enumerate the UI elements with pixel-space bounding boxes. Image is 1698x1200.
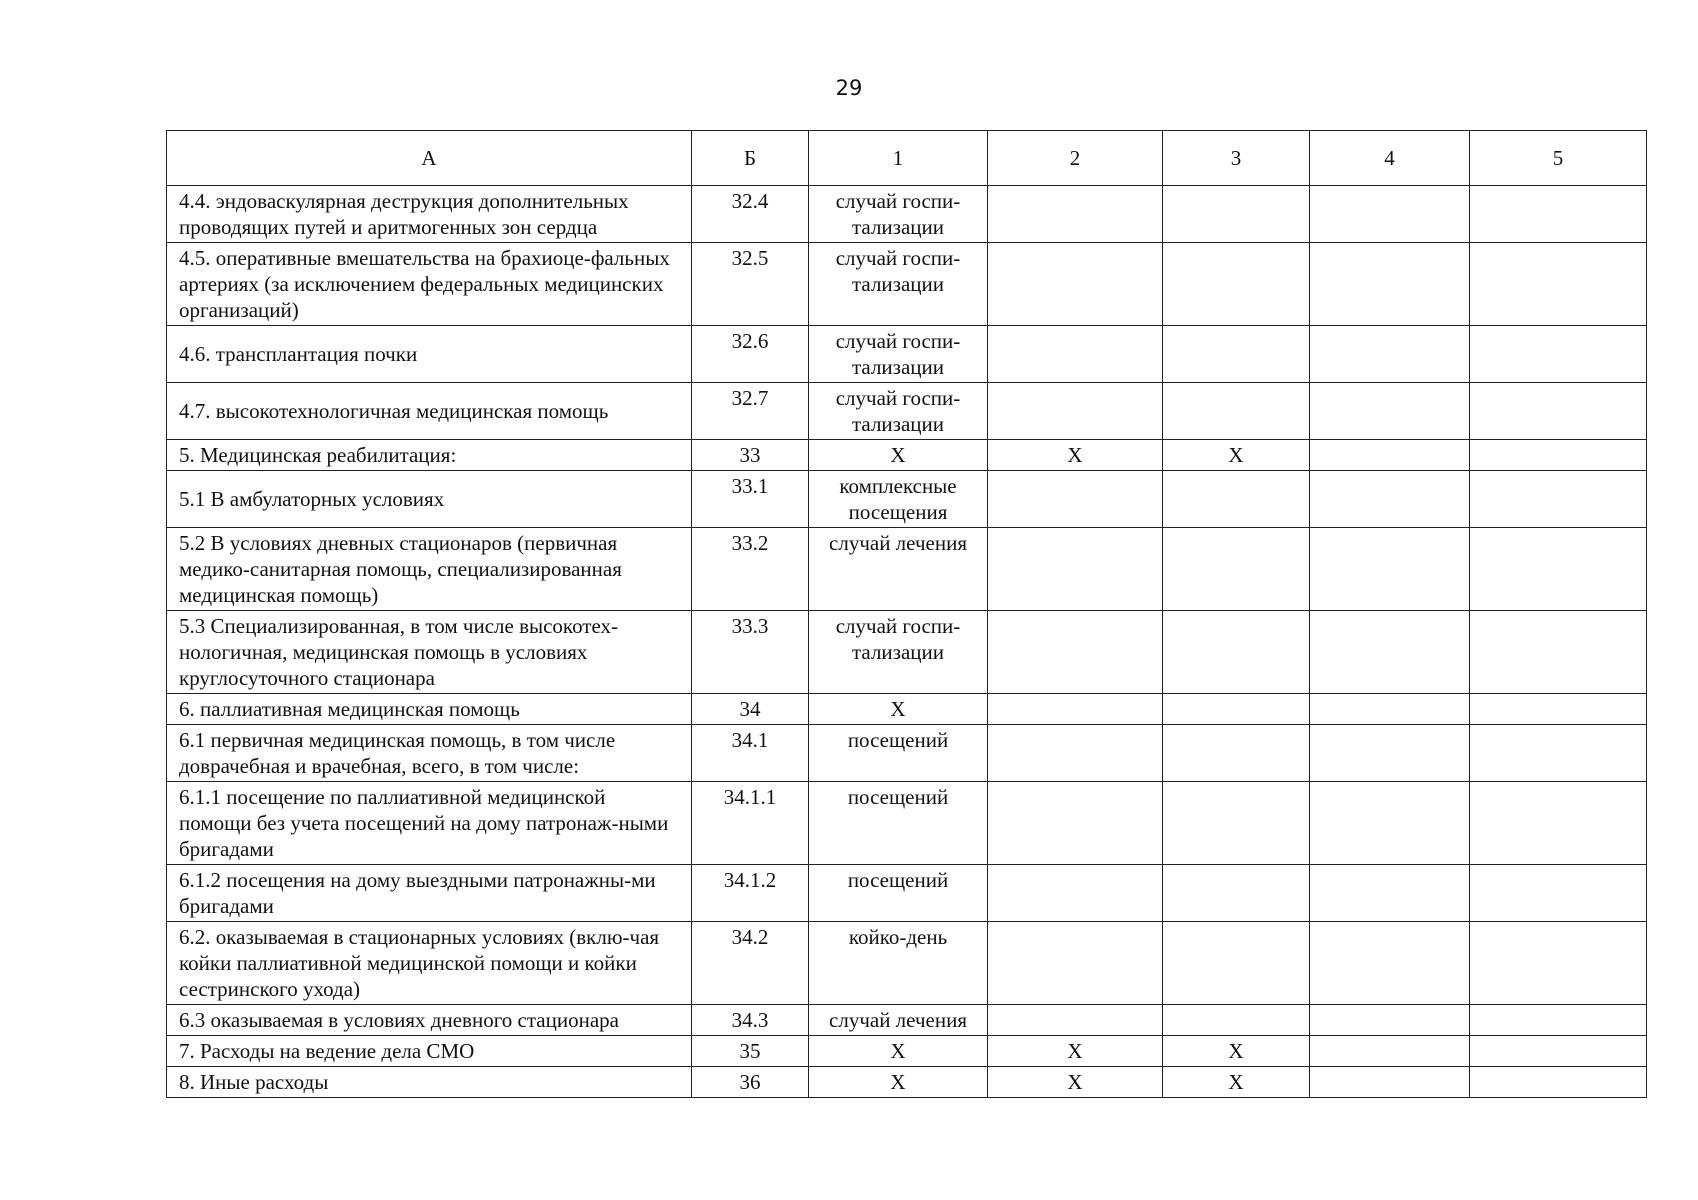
cell-unit: случай госпи-тализации xyxy=(809,326,988,383)
cell-col-2 xyxy=(988,528,1163,611)
header-cell-a: А xyxy=(167,131,692,186)
data-table xyxy=(166,130,1647,1098)
cell-unit: случай госпи-тализации xyxy=(809,383,988,440)
cell-indicator: 6.1 первичная медицинская помощь, в том числе доврачебная и врачебная, всего, в том числе: xyxy=(167,725,692,782)
cell-indicator: 8. Иные расходы xyxy=(167,1067,692,1098)
cell-col-3 xyxy=(1163,1005,1310,1036)
cell-line-code: 33.3 xyxy=(692,611,809,694)
cell-col-4 xyxy=(1310,243,1470,326)
cell-line-code: 34.1 xyxy=(692,725,809,782)
cell-line-code: 34.1.1 xyxy=(692,782,809,865)
cell-unit: случай госпи-тализации xyxy=(809,186,988,243)
cell-col-5 xyxy=(1470,1067,1647,1098)
cell-unit: Х xyxy=(809,694,988,725)
cell-indicator: 5. Медицинская реабилитация: xyxy=(167,440,692,471)
cell-unit: случай госпи-тализации xyxy=(809,243,988,326)
table-row xyxy=(167,922,1647,1005)
cell-indicator: 4.7. высокотехнологичная медицинская помощь xyxy=(167,383,692,440)
cell-col-4 xyxy=(1310,1036,1470,1067)
cell-col-3 xyxy=(1163,694,1310,725)
header-cell-5: 5 xyxy=(1470,131,1647,186)
table-row xyxy=(167,782,1647,865)
cell-col-2 xyxy=(988,922,1163,1005)
cell-col-5 xyxy=(1470,440,1647,471)
cell-col-4 xyxy=(1310,694,1470,725)
cell-indicator: 4.4. эндоваскулярная деструкция дополнительных проводящих путей и аритмогенных зон сердца xyxy=(167,186,692,243)
table-row xyxy=(167,326,1647,383)
cell-col-4 xyxy=(1310,528,1470,611)
cell-col-4 xyxy=(1310,326,1470,383)
header-cell-3: 3 xyxy=(1163,131,1310,186)
cell-indicator: 7. Расходы на ведение дела СМО xyxy=(167,1036,692,1067)
header-cell-2: 2 xyxy=(988,131,1163,186)
cell-unit: Х xyxy=(809,1067,988,1098)
cell-line-code: 33 xyxy=(692,440,809,471)
cell-indicator: 6.1.1 посещение по паллиативной медицинской помощи без учета посещений на дому патронаж-ными бригадами xyxy=(167,782,692,865)
table-row xyxy=(167,1005,1647,1036)
table-row xyxy=(167,186,1647,243)
table-row xyxy=(167,611,1647,694)
cell-col-3: Х xyxy=(1163,440,1310,471)
cell-col-5 xyxy=(1470,1036,1647,1067)
table-row xyxy=(167,865,1647,922)
cell-indicator: 6.2. оказываемая в стационарных условиях (вклю-чая койки паллиативной медицинской помощи и койки сестринского ухода) xyxy=(167,922,692,1005)
table-row xyxy=(167,440,1647,471)
cell-col-4 xyxy=(1310,383,1470,440)
cell-col-3 xyxy=(1163,326,1310,383)
cell-indicator: 4.6. трансплантация почки xyxy=(167,326,692,383)
cell-col-5 xyxy=(1470,243,1647,326)
cell-col-2 xyxy=(988,243,1163,326)
cell-col-3: Х xyxy=(1163,1036,1310,1067)
cell-col-5 xyxy=(1470,725,1647,782)
header-cell-b: Б xyxy=(692,131,809,186)
cell-col-2: Х xyxy=(988,1067,1163,1098)
cell-col-3 xyxy=(1163,471,1310,528)
cell-col-2: Х xyxy=(988,440,1163,471)
cell-indicator: 5.1 В амбулаторных условиях xyxy=(167,471,692,528)
cell-unit: случай лечения xyxy=(809,528,988,611)
cell-indicator: 6. паллиативная медицинская помощь xyxy=(167,694,692,725)
cell-line-code: 33.1 xyxy=(692,471,809,528)
cell-col-5 xyxy=(1470,471,1647,528)
table-row xyxy=(167,383,1647,440)
cell-indicator: 4.5. оперативные вмешательства на брахиоце-фальных артериях (за исключением федеральных медицинских организаций) xyxy=(167,243,692,326)
cell-unit: случай лечения xyxy=(809,1005,988,1036)
cell-col-3 xyxy=(1163,383,1310,440)
cell-col-3 xyxy=(1163,865,1310,922)
cell-col-3 xyxy=(1163,922,1310,1005)
cell-line-code: 34.1.2 xyxy=(692,865,809,922)
cell-line-code: 32.4 xyxy=(692,186,809,243)
cell-col-3: Х xyxy=(1163,1067,1310,1098)
cell-col-5 xyxy=(1470,528,1647,611)
cell-unit: посещений xyxy=(809,725,988,782)
cell-indicator: 5.3 Специализированная, в том числе высокотех-нологичная, медицинская помощь в условиях круглосуточного стационара xyxy=(167,611,692,694)
cell-col-3 xyxy=(1163,725,1310,782)
cell-col-2 xyxy=(988,186,1163,243)
cell-col-5 xyxy=(1470,694,1647,725)
cell-unit: случай госпи-тализации xyxy=(809,611,988,694)
table-row xyxy=(167,471,1647,528)
cell-col-3 xyxy=(1163,528,1310,611)
cell-line-code: 36 xyxy=(692,1067,809,1098)
table-row xyxy=(167,725,1647,782)
cell-unit: посещений xyxy=(809,865,988,922)
table-row xyxy=(167,694,1647,725)
cell-col-4 xyxy=(1310,725,1470,782)
cell-line-code: 33.2 xyxy=(692,528,809,611)
cell-col-3 xyxy=(1163,243,1310,326)
cell-col-4 xyxy=(1310,471,1470,528)
cell-line-code: 34 xyxy=(692,694,809,725)
table-row xyxy=(167,528,1647,611)
cell-unit: посещений xyxy=(809,782,988,865)
cell-col-4 xyxy=(1310,1005,1470,1036)
header-cell-4: 4 xyxy=(1310,131,1470,186)
cell-col-2 xyxy=(988,611,1163,694)
cell-line-code: 32.6 xyxy=(692,326,809,383)
header-cell-1: 1 xyxy=(809,131,988,186)
table-row xyxy=(167,243,1647,326)
cell-col-2 xyxy=(988,471,1163,528)
table-row xyxy=(167,1036,1647,1067)
cell-unit: комплексные посещения xyxy=(809,471,988,528)
cell-col-4 xyxy=(1310,1067,1470,1098)
cell-col-2 xyxy=(988,326,1163,383)
cell-col-5 xyxy=(1470,1005,1647,1036)
cell-col-4 xyxy=(1310,611,1470,694)
cell-unit: койко-день xyxy=(809,922,988,1005)
cell-col-5 xyxy=(1470,186,1647,243)
cell-col-4 xyxy=(1310,865,1470,922)
cell-col-2 xyxy=(988,782,1163,865)
cell-col-3 xyxy=(1163,611,1310,694)
cell-col-4 xyxy=(1310,440,1470,471)
cell-col-5 xyxy=(1470,922,1647,1005)
cell-indicator: 6.1.2 посещения на дому выездными патронажны-ми бригадами xyxy=(167,865,692,922)
cell-col-2 xyxy=(988,725,1163,782)
cell-line-code: 34.2 xyxy=(692,922,809,1005)
cell-col-5 xyxy=(1470,865,1647,922)
cell-col-5 xyxy=(1470,383,1647,440)
cell-col-4 xyxy=(1310,782,1470,865)
cell-col-3 xyxy=(1163,782,1310,865)
cell-indicator: 5.2 В условиях дневных стационаров (первичная медико-санитарная помощь, специализированная медицинская помощь) xyxy=(167,528,692,611)
table-header-row xyxy=(167,131,1647,186)
cell-col-5 xyxy=(1470,326,1647,383)
cell-col-2 xyxy=(988,1005,1163,1036)
cell-unit: Х xyxy=(809,440,988,471)
cell-line-code: 32.7 xyxy=(692,383,809,440)
page-number: 29 xyxy=(835,76,863,100)
cell-unit: Х xyxy=(809,1036,988,1067)
cell-indicator: 6.3 оказываемая в условиях дневного стационара xyxy=(167,1005,692,1036)
cell-line-code: 34.3 xyxy=(692,1005,809,1036)
cell-col-4 xyxy=(1310,922,1470,1005)
cell-col-3 xyxy=(1163,186,1310,243)
cell-col-4 xyxy=(1310,186,1470,243)
cell-col-2 xyxy=(988,694,1163,725)
cell-line-code: 32.5 xyxy=(692,243,809,326)
cell-col-2 xyxy=(988,383,1163,440)
cell-line-code: 35 xyxy=(692,1036,809,1067)
cell-col-5 xyxy=(1470,611,1647,694)
cell-col-5 xyxy=(1470,782,1647,865)
cell-col-2 xyxy=(988,865,1163,922)
table-row xyxy=(167,1067,1647,1098)
cell-col-2: Х xyxy=(988,1036,1163,1067)
